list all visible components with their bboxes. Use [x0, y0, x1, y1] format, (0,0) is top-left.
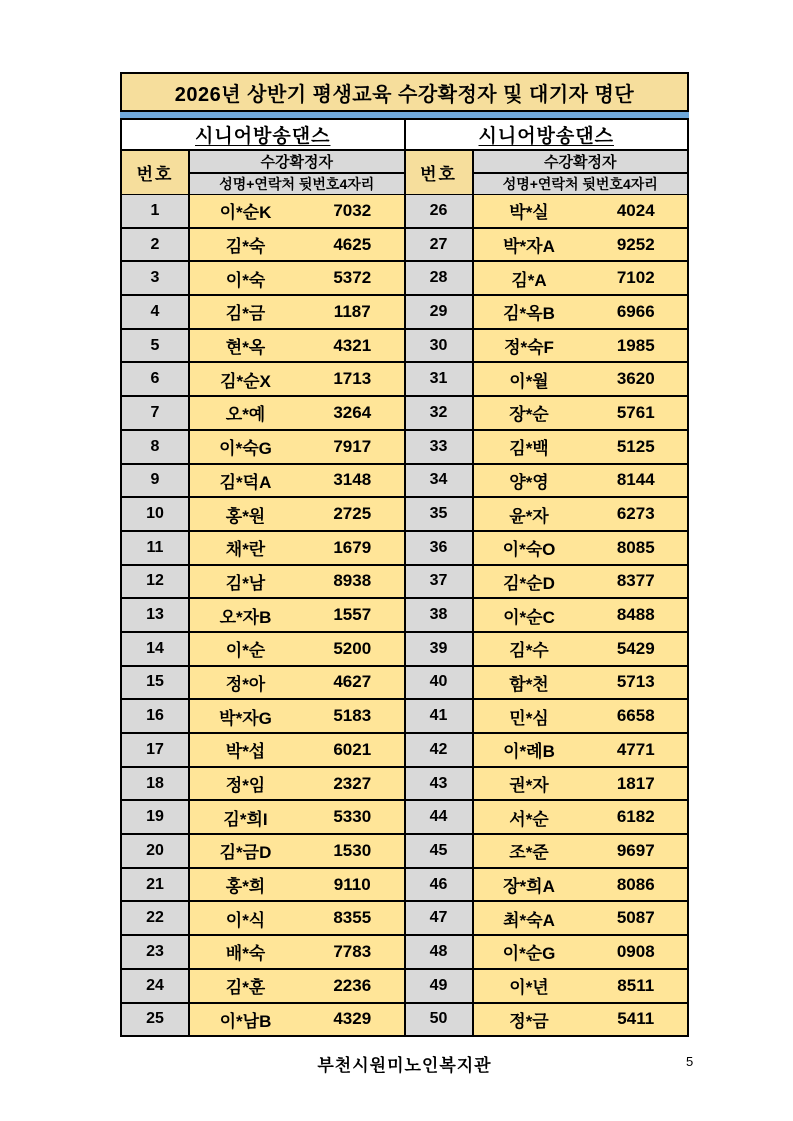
- row-number-cell: 23: [122, 936, 188, 968]
- row-data-cell: [474, 970, 688, 1002]
- row-number-cell: 9: [122, 465, 188, 497]
- row-name: 이*남B: [219, 1011, 272, 1031]
- row-name: 양*영: [509, 472, 549, 492]
- row-name: 오*자B: [219, 607, 272, 627]
- row-data-cell: [190, 498, 404, 530]
- row-name: 정*숙F: [504, 338, 554, 358]
- table-row: [122, 801, 404, 833]
- table-row: [406, 801, 688, 833]
- section-title: 시니어방송댄스: [478, 126, 614, 147]
- row-digits: 1187: [333, 301, 371, 321]
- row-number-cell: 5: [122, 330, 188, 362]
- row-data-cell: [474, 734, 688, 766]
- row-number-cell: 14: [122, 633, 188, 665]
- row-digits: 1679: [333, 537, 372, 557]
- table-row: [122, 700, 404, 732]
- row-data-cell: [190, 768, 404, 800]
- row-data-cell: [474, 869, 688, 901]
- row-number-cell: 15: [122, 667, 188, 699]
- row-name: 이*례B: [503, 742, 555, 762]
- row-name: 오*예: [225, 405, 266, 425]
- table-row: [122, 566, 404, 598]
- row-digits: 8938: [333, 571, 372, 591]
- row-name: 김*남: [225, 573, 266, 593]
- row-number-cell: 4: [122, 296, 188, 328]
- table-row: [122, 869, 404, 901]
- row-number-cell: 22: [122, 902, 188, 934]
- col-header-confirmed: 수강확정자: [474, 151, 688, 172]
- row-digits: 7783: [333, 941, 372, 961]
- col-header-number: 번호: [122, 151, 188, 194]
- row-name: 최*숙A: [503, 910, 555, 930]
- row-name: 이*월: [509, 371, 549, 391]
- row-name: 정*임: [225, 776, 266, 796]
- table-row: [406, 498, 688, 530]
- col-header-group: [190, 151, 404, 194]
- table-row: [122, 667, 404, 699]
- row-name: 김*옥B: [503, 304, 555, 324]
- row-name: 민*심: [509, 708, 549, 728]
- table-row: [406, 599, 688, 631]
- row-number-cell: 20: [122, 835, 188, 867]
- table-row: [122, 498, 404, 530]
- row-digits: 1557: [333, 605, 372, 625]
- row-name: 김*덕A: [219, 472, 272, 492]
- row-name: 이*년: [509, 978, 549, 998]
- row-number-cell: 46: [406, 869, 472, 901]
- footer-org: 부천시원미노인복지관: [317, 1056, 492, 1075]
- row-data-cell: [474, 768, 688, 800]
- table-row: [406, 363, 688, 395]
- row-digits: 5330: [333, 807, 372, 827]
- row-digits: 6658: [616, 706, 655, 726]
- row-name: 박*섭: [225, 742, 266, 762]
- row-name: 장*희A: [503, 877, 555, 897]
- row-digits: 8144: [616, 470, 655, 490]
- row-data-cell: [474, 465, 688, 497]
- row-data-cell: [190, 330, 404, 362]
- row-number-cell: 13: [122, 599, 188, 631]
- table-row: [406, 566, 688, 598]
- row-number-cell: 27: [406, 229, 472, 261]
- row-number-cell: 30: [406, 330, 472, 362]
- table-row: [122, 397, 404, 429]
- row-number-cell: 29: [406, 296, 472, 328]
- table-row: [406, 667, 688, 699]
- table-row: [406, 397, 688, 429]
- row-data-cell: [474, 229, 688, 261]
- row-digits: 6966: [616, 301, 655, 321]
- row-number-cell: 47: [406, 902, 472, 934]
- row-number-cell: 25: [122, 1004, 188, 1036]
- table-row: [122, 633, 404, 665]
- row-name: 이*순G: [502, 944, 556, 964]
- table-row: [122, 330, 404, 362]
- row-digits: 3148: [333, 470, 372, 490]
- row-name: 이*숙G: [219, 439, 272, 459]
- row-name: 장*순: [509, 405, 549, 425]
- rows-container: [122, 195, 404, 1035]
- row-data-cell: [474, 936, 688, 968]
- row-name: 박*실: [509, 203, 549, 223]
- row-digits: 5411: [617, 1009, 655, 1029]
- row-number-cell: 24: [122, 970, 188, 1002]
- row-number-cell: 43: [406, 768, 472, 800]
- row-data-cell: [474, 296, 688, 328]
- table-row: [406, 970, 688, 1002]
- row-number-cell: 6: [122, 363, 188, 395]
- row-name: 채*란: [225, 540, 266, 560]
- table-row: [406, 633, 688, 665]
- row-number-cell: 1: [122, 195, 188, 227]
- table-row: [406, 431, 688, 463]
- table-row: [406, 195, 688, 227]
- row-number-cell: 10: [122, 498, 188, 530]
- row-number-cell: 48: [406, 936, 472, 968]
- row-data-cell: [474, 431, 688, 463]
- table-row: [122, 1004, 404, 1036]
- row-number-cell: 8: [122, 431, 188, 463]
- row-name: 이*숙: [225, 270, 266, 290]
- row-digits: 2725: [333, 504, 372, 524]
- row-number-cell: 16: [122, 700, 188, 732]
- row-data-cell: [190, 667, 404, 699]
- row-data-cell: [190, 1004, 404, 1036]
- row-name: 김*A: [511, 270, 547, 290]
- row-digits: 5200: [333, 638, 372, 658]
- table-row: [406, 262, 688, 294]
- row-number-cell: 31: [406, 363, 472, 395]
- row-name: 권*자: [509, 776, 549, 796]
- table-row: [406, 296, 688, 328]
- table-body: [120, 118, 689, 1037]
- section-header: [122, 120, 404, 149]
- row-name: 김*수: [509, 641, 549, 661]
- row-data-cell: [474, 532, 688, 564]
- row-number-cell: 21: [122, 869, 188, 901]
- row-data-cell: [474, 397, 688, 429]
- row-digits: 8488: [616, 605, 655, 625]
- row-number-cell: 49: [406, 970, 472, 1002]
- table-row: [122, 936, 404, 968]
- row-name: 김*순D: [503, 573, 555, 593]
- row-data-cell: [474, 1004, 688, 1036]
- row-digits: 5125: [616, 436, 655, 456]
- table-row: [406, 465, 688, 497]
- section-title: 시니어방송댄스: [195, 126, 331, 147]
- row-data-cell: [190, 835, 404, 867]
- row-data-cell: [190, 431, 404, 463]
- row-number-cell: 36: [406, 532, 472, 564]
- col-header-name-contact: 성명+연락처 뒷번호4자리: [474, 174, 688, 194]
- row-data-cell: [474, 330, 688, 362]
- table-row: [122, 734, 404, 766]
- row-data-cell: [190, 902, 404, 934]
- table-row: [406, 936, 688, 968]
- row-name: 배*숙: [225, 944, 266, 964]
- section-header: [406, 120, 688, 149]
- row-digits: 4627: [333, 672, 372, 692]
- row-digits: 1713: [333, 369, 372, 389]
- row-digits: 3620: [616, 369, 655, 389]
- row-name: 이*순C: [503, 607, 555, 627]
- table-row: [406, 330, 688, 362]
- row-digits: 7032: [333, 200, 372, 220]
- row-digits: 6021: [333, 739, 372, 759]
- row-data-cell: [474, 566, 688, 598]
- row-digits: 8085: [616, 537, 655, 557]
- row-digits: 5372: [333, 268, 372, 288]
- column-header-row: [406, 151, 688, 193]
- row-number-cell: 39: [406, 633, 472, 665]
- table-row: [122, 262, 404, 294]
- row-number-cell: 38: [406, 599, 472, 631]
- row-data-cell: [190, 296, 404, 328]
- row-digits: 1817: [616, 773, 655, 793]
- row-digits: 4321: [333, 335, 372, 355]
- rows-container: [406, 195, 688, 1035]
- row-number-cell: 37: [406, 566, 472, 598]
- table-row: [406, 229, 688, 261]
- row-name: 윤*자: [509, 506, 549, 526]
- row-number-cell: 33: [406, 431, 472, 463]
- table-row: [406, 700, 688, 732]
- row-name: 이*식: [225, 910, 266, 930]
- row-digits: 5087: [616, 908, 655, 928]
- col-header-name-contact: 성명+연락처 뒷번호4자리: [190, 174, 404, 194]
- table-row: [406, 734, 688, 766]
- row-data-cell: [190, 397, 404, 429]
- table-row: [122, 431, 404, 463]
- roster-table: [120, 72, 689, 1037]
- row-data-cell: [474, 633, 688, 665]
- col-header-group: [474, 151, 688, 194]
- row-digits: 3264: [333, 402, 372, 422]
- row-name: 박*자G: [219, 708, 272, 728]
- table-row: [122, 970, 404, 1002]
- row-number-cell: 50: [406, 1004, 472, 1036]
- table-row: [406, 835, 688, 867]
- table-row: [122, 532, 404, 564]
- row-number-cell: 35: [406, 498, 472, 530]
- row-digits: 8086: [616, 874, 655, 894]
- row-digits: 4771: [616, 739, 655, 759]
- row-number-cell: 44: [406, 801, 472, 833]
- row-name: 서*순: [509, 809, 549, 829]
- row-digits: 9252: [616, 234, 655, 254]
- row-digits: 8511: [617, 975, 655, 995]
- row-number-cell: 3: [122, 262, 188, 294]
- page-number: 5: [686, 1054, 694, 1069]
- row-digits: 8355: [333, 908, 372, 928]
- row-name: 함*천: [509, 674, 549, 694]
- row-digits: 4625: [333, 234, 372, 254]
- row-number-cell: 40: [406, 667, 472, 699]
- row-number-cell: 34: [406, 465, 472, 497]
- left-section: [122, 120, 404, 1035]
- row-name: 김*훈: [225, 978, 266, 998]
- table-row: [122, 599, 404, 631]
- table-row: [122, 835, 404, 867]
- row-number-cell: 12: [122, 566, 188, 598]
- row-data-cell: [474, 195, 688, 227]
- table-row: [406, 532, 688, 564]
- table-row: [122, 296, 404, 328]
- row-data-cell: [474, 262, 688, 294]
- row-number-cell: 11: [122, 532, 188, 564]
- row-name: 이*숙O: [502, 540, 556, 560]
- row-digits: 7102: [616, 268, 655, 288]
- row-name: 홍*원: [225, 506, 266, 526]
- row-digits: 1530: [333, 840, 372, 860]
- row-data-cell: [474, 498, 688, 530]
- column-header-row: [122, 151, 404, 193]
- row-number-cell: 45: [406, 835, 472, 867]
- row-name: 이*순: [225, 641, 266, 661]
- row-name: 김*숙: [225, 237, 266, 257]
- row-digits: 0908: [616, 941, 655, 961]
- row-digits: 4024: [616, 200, 655, 220]
- row-digits: 1985: [616, 335, 655, 355]
- row-number-cell: 18: [122, 768, 188, 800]
- row-data-cell: [190, 363, 404, 395]
- row-digits: 5183: [333, 706, 372, 726]
- row-digits: 7917: [333, 436, 372, 456]
- row-name: 홍*희: [225, 877, 266, 897]
- row-number-cell: 42: [406, 734, 472, 766]
- row-data-cell: [190, 566, 404, 598]
- row-digits: 6182: [616, 807, 655, 827]
- row-digits: 5713: [616, 672, 655, 692]
- row-name: 김*순X: [220, 371, 271, 391]
- row-data-cell: [190, 599, 404, 631]
- row-data-cell: [474, 363, 688, 395]
- row-name: 박*자A: [503, 237, 555, 257]
- row-digits: 5761: [616, 402, 655, 422]
- row-digits: 2327: [333, 773, 372, 793]
- row-data-cell: [474, 599, 688, 631]
- table-row: [122, 195, 404, 227]
- table-row: [122, 902, 404, 934]
- row-name: 조*준: [509, 843, 549, 863]
- row-data-cell: [190, 465, 404, 497]
- table-row: [122, 363, 404, 395]
- row-data-cell: [190, 869, 404, 901]
- row-name: 정*아: [225, 674, 266, 694]
- right-section: [406, 120, 688, 1035]
- row-name: 정*금: [509, 1011, 549, 1031]
- row-name: 이*순K: [219, 203, 272, 223]
- row-digits: 8377: [616, 571, 655, 591]
- row-digits: 9697: [616, 840, 655, 860]
- row-number-cell: 26: [406, 195, 472, 227]
- row-data-cell: [190, 532, 404, 564]
- row-name: 김*희I: [223, 809, 268, 829]
- row-data-cell: [190, 700, 404, 732]
- row-digits: 9110: [333, 874, 371, 894]
- row-data-cell: [474, 902, 688, 934]
- row-name: 김*백: [509, 439, 549, 459]
- col-header-number: 번호: [406, 151, 472, 194]
- row-digits: 6273: [616, 504, 655, 524]
- table-row: [406, 768, 688, 800]
- row-number-cell: 41: [406, 700, 472, 732]
- row-data-cell: [190, 970, 404, 1002]
- row-number-cell: 2: [122, 229, 188, 261]
- row-data-cell: [474, 801, 688, 833]
- row-number-cell: 7: [122, 397, 188, 429]
- row-data-cell: [190, 195, 404, 227]
- row-number-cell: 17: [122, 734, 188, 766]
- row-data-cell: [190, 734, 404, 766]
- row-number-cell: 32: [406, 397, 472, 429]
- table-row: [406, 1004, 688, 1036]
- row-digits: 2236: [333, 975, 372, 995]
- table-row: [406, 869, 688, 901]
- row-number-cell: 28: [406, 262, 472, 294]
- table-row: [122, 768, 404, 800]
- row-name: 김*금: [225, 304, 266, 324]
- row-data-cell: [474, 700, 688, 732]
- row-name: 현*옥: [225, 338, 266, 358]
- table-row: [406, 902, 688, 934]
- row-data-cell: [190, 801, 404, 833]
- row-data-cell: [474, 667, 688, 699]
- row-data-cell: [190, 262, 404, 294]
- row-data-cell: [190, 229, 404, 261]
- row-data-cell: [474, 835, 688, 867]
- table-row: [122, 229, 404, 261]
- row-digits: 5429: [616, 638, 655, 658]
- row-data-cell: [190, 633, 404, 665]
- row-name: 김*금D: [219, 843, 272, 863]
- table-row: [122, 465, 404, 497]
- document-title: 2026년 상반기 평생교육 수강확정자 및 대기자 명단: [120, 72, 689, 112]
- row-data-cell: [190, 936, 404, 968]
- row-number-cell: 19: [122, 801, 188, 833]
- row-digits: 4329: [333, 1009, 372, 1029]
- col-header-confirmed: 수강확정자: [190, 151, 404, 172]
